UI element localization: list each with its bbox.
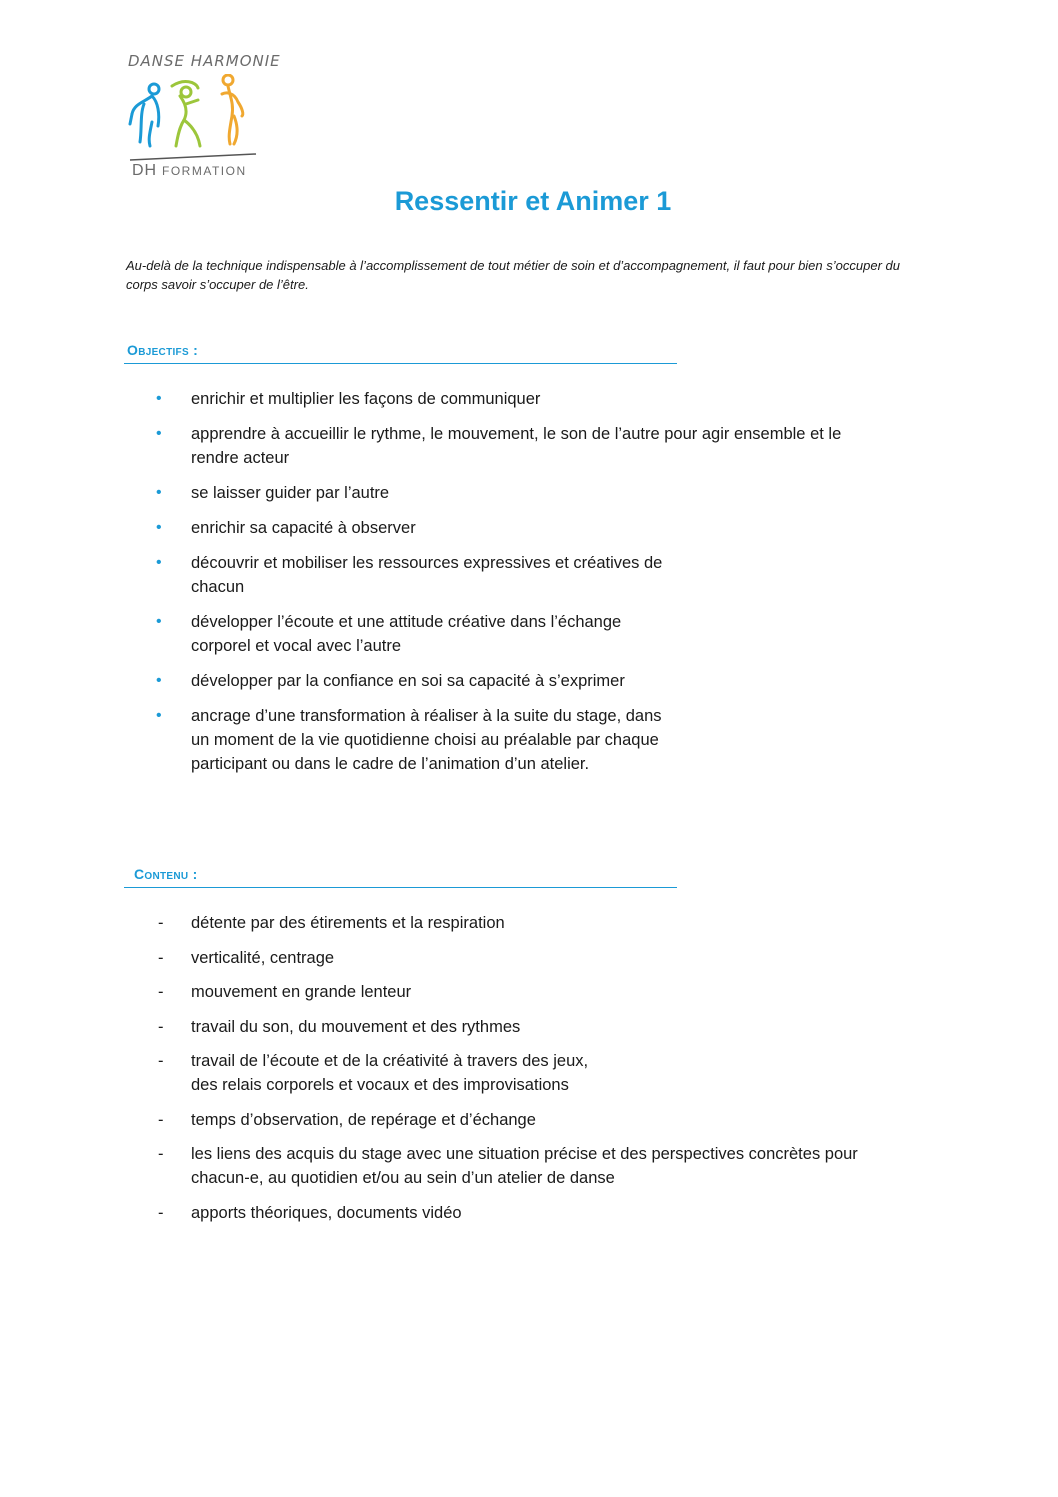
- page-title: [0, 186, 1058, 217]
- list-item: [154, 704, 841, 776]
- contenu-rule: [124, 887, 677, 888]
- bullet-marker: •: [156, 554, 162, 571]
- bullet-marker: •: [156, 613, 162, 630]
- list-item: [154, 422, 841, 470]
- bullet-marker: •: [156, 519, 162, 536]
- bullet-marker: •: [156, 484, 162, 501]
- list-item-line: enrichir et multiplier les façons de communiquer: [191, 390, 541, 408]
- bullet-marker: •: [156, 707, 162, 724]
- list-item: [154, 551, 841, 599]
- list-item-line: un moment de la vie quotidienne choisi au préalable par chaque: [191, 731, 659, 749]
- dash-marker: -: [158, 1052, 164, 1070]
- dancers-icon: [124, 74, 264, 164]
- list-item: [154, 980, 858, 1004]
- dash-marker: -: [158, 914, 164, 932]
- list-item-line: mouvement en grande lenteur: [191, 983, 412, 1001]
- bullet-marker: •: [156, 425, 162, 442]
- green-dancer-figure: [172, 82, 200, 146]
- list-item: [154, 1015, 858, 1039]
- logo-formation: FORMATION: [162, 164, 247, 178]
- list-item-line: détente par des étirements et la respiration: [191, 914, 505, 932]
- logo-top-text: DANSE HARMONIE: [128, 52, 281, 70]
- dash-marker: -: [158, 983, 164, 1001]
- ground-line: [130, 154, 256, 160]
- orange-dancer-figure: [222, 75, 243, 144]
- list-item-line: les liens des acquis du stage avec une situation précise et des perspectives concrètes pour: [191, 1145, 858, 1163]
- list-item-line: travail de l’écoute et de la créativité à travers des jeux,: [191, 1052, 589, 1070]
- bullet-marker: •: [156, 390, 162, 407]
- objectifs-list: [154, 387, 841, 787]
- list-item: [154, 610, 841, 658]
- list-item-line: participant ou dans le cadre de l’animation d’un atelier.: [191, 755, 590, 773]
- page-title-text: Ressentir et Animer 1: [394, 186, 672, 216]
- dash-marker: -: [158, 948, 164, 967]
- list-item-line: apprendre à accueillir le rythme, le mouvement, le son de l’autre pour agir ensemble et le: [191, 425, 842, 443]
- list-item-line: chacun-e, au quotidien et/ou au sein d’un atelier de danse: [191, 1169, 615, 1187]
- list-item: [154, 481, 841, 505]
- list-item-line: apports théoriques, documents vidéo: [191, 1203, 462, 1222]
- objectifs-rule: [124, 363, 677, 364]
- list-item-line: développer l’écoute et une attitude créative dans l’échange: [191, 613, 622, 631]
- list-item-line: verticalité, centrage: [191, 948, 335, 967]
- list-item: [154, 387, 841, 411]
- list-item-line: découvrir et mobiliser les ressources expressives et créatives de: [191, 554, 663, 572]
- objectifs-heading: Objectifs :: [127, 342, 199, 358]
- list-item-line: travail du son, du mouvement et des rythmes: [191, 1017, 521, 1036]
- list-item-line: des relais corporels et vocaux et des improvisations: [191, 1076, 569, 1094]
- list-item-line: enrichir sa capacité à observer: [191, 519, 416, 537]
- bullet-marker: •: [156, 672, 162, 689]
- logo-bottom-text: [132, 162, 247, 180]
- list-item: [154, 1049, 858, 1097]
- contenu-list: [154, 911, 858, 1235]
- list-item-line: rendre acteur: [191, 449, 290, 467]
- list-item-line: chacun: [191, 578, 245, 596]
- dash-marker: -: [158, 1145, 164, 1163]
- list-item-line: se laisser guider par l’autre: [191, 484, 390, 502]
- list-item: [154, 1142, 858, 1190]
- list-item-line: corporel et vocal avec l’autre: [191, 637, 402, 655]
- list-item: [154, 1108, 858, 1132]
- list-item-line: temps d’observation, de repérage et d’échange: [191, 1110, 536, 1129]
- dash-marker: -: [158, 1110, 164, 1129]
- dash-marker: -: [158, 1203, 164, 1222]
- list-item: [154, 1201, 858, 1225]
- list-item: [154, 911, 858, 935]
- list-item-line: ancrage d’une transformation à réaliser à la suite du stage, dans: [191, 707, 662, 725]
- list-item-line: développer par la confiance en soi sa capacité à s’exprimer: [191, 672, 625, 690]
- contenu-heading: Contenu :: [134, 866, 198, 882]
- dash-marker: -: [158, 1017, 164, 1036]
- list-item: [154, 669, 841, 693]
- blue-dancer-figure: [130, 84, 159, 146]
- logo-dh: DH: [132, 162, 158, 179]
- intro-paragraph: Au-delà de la technique indispensable à l’accomplissement de tout métier de soin et d’accompagnement, il faut pour bien s’occuper du corps savoir s’occuper de l’être.: [126, 258, 900, 292]
- logo: [124, 52, 281, 182]
- list-item: [154, 946, 858, 970]
- list-item: [154, 516, 841, 540]
